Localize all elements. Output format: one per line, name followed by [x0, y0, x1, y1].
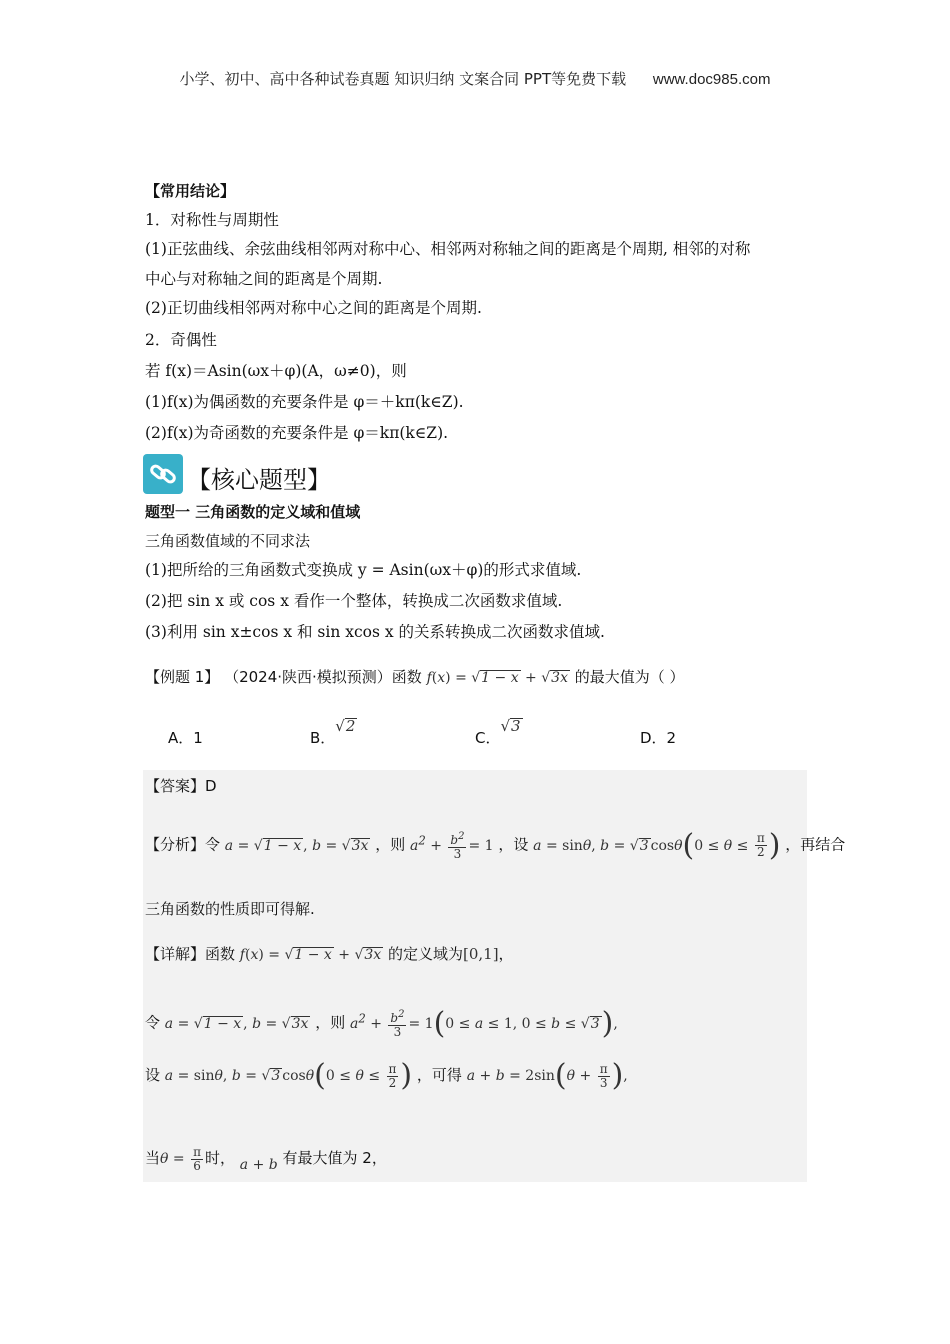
analysis-combine: ，再结合 — [785, 835, 846, 854]
let-line — [145, 1000, 618, 1042]
detail-comma: ， — [498, 945, 514, 963]
section1-title: 1．对称性与周期性 — [145, 211, 279, 229]
analysis-formula-theta: a = sinθ, b = √3 cosθ(0 ≤ θ ≤ $\frac{\pi}{2}$ ) — [533, 827, 781, 863]
analysis-set: ，设 — [498, 835, 529, 854]
example-tail: 的最大值为（ ） — [574, 668, 685, 686]
when-time: 时， — [204, 1149, 235, 1167]
option-a[interactable]: A．1 — [168, 729, 203, 747]
detail-line — [145, 943, 514, 966]
when-label: 当 — [145, 1149, 161, 1167]
function-formula: f(x) = √1 − x + √3x — [426, 670, 568, 686]
section2-title: 2．奇偶性 — [145, 331, 217, 349]
odd-condition: (2)f(x)为奇函数的充要条件是 φ＝kπ(k∈Z). — [145, 424, 449, 442]
method-2: (2)把 sin x 或 cos x 看作一个整体，转换成二次函数求值域. — [145, 592, 563, 610]
domain-interval: [0,1] — [462, 945, 499, 963]
link-icon — [143, 454, 183, 494]
page-header — [0, 68, 950, 89]
method-3: (3)利用 sin x±cos x 和 sin xcos x 的关系转换成二次函数求值域. — [145, 623, 605, 641]
sum-formula: a + b = 2sin(θ + $\frac{\pi}{3}$ ), — [466, 1058, 628, 1093]
set-get: ，可得 — [416, 1066, 462, 1084]
analysis-label: 【分析】令 — [145, 835, 221, 854]
set-line — [145, 1055, 628, 1096]
section1-para2: (2)正切曲线相邻两对称中心之间的距离是个周期. — [145, 299, 482, 317]
header-text: 小学、初中、高中各种试卷真题 知识归纳 文案合同 PPT等免费下载 — [179, 70, 627, 88]
section2-condition: 若 f(x)＝Asin(ωx＋φ)(A，ω≠0)，则 — [145, 362, 407, 380]
header-url[interactable]: www.doc985.com — [652, 71, 771, 88]
type1-title: 题型一 三角函数的定义域和值域 — [145, 503, 361, 521]
detail-label: 【详解】函数 — [145, 945, 236, 963]
set-label: 设 — [145, 1066, 161, 1084]
theta-value: θ = $\frac{\pi}{6}$ — [160, 1144, 201, 1173]
conclusions-heading: 【常用结论】 — [145, 182, 236, 200]
example-question — [145, 666, 685, 689]
analysis-end: 三角函数的性质即可得解. — [145, 900, 315, 918]
answer: 【答案】D — [145, 777, 217, 795]
section1-para1-line2: 中心与对称轴之间的距离是个周期. — [145, 270, 383, 288]
method-1: (1)把所给的三角函数式变换成 y = Asin(ωx＋φ)的形式求值域. — [145, 561, 582, 579]
core-title: 【核心题型】 — [187, 466, 331, 494]
a-plus-b: a + b — [239, 1157, 278, 1173]
detail-formula: f(x) = √1 − x + √3x — [239, 947, 382, 963]
option-b[interactable]: B．√2 — [310, 717, 356, 747]
example-label: 【例题 1】 — [145, 668, 220, 686]
let-label: 令 — [145, 1013, 161, 1032]
methods-title: 三角函数值域的不同求法 — [145, 532, 311, 550]
let-range-formula: $a^2$ + $\frac{b^2}{3}$ = 1(0 ≤ a ≤ 1, 0 ≤ b ≤ √3), — [349, 1005, 618, 1041]
let-formula: a = √1 − x , b = √3x — [164, 1015, 309, 1032]
analysis-formula-circle: $a^2$ + $\frac{b^2}{3}$ = 1 — [409, 831, 494, 862]
let-then: ，则 — [315, 1013, 346, 1032]
option-d[interactable]: D．2 — [640, 729, 677, 747]
analysis-line — [145, 820, 845, 866]
analysis-formula-ab: a = √1 − x , b = √3x — [224, 837, 369, 854]
section1-para1-line1: (1)正弦曲线、余弦曲线相邻两对称中心、相邻两对称轴之间的距离是个周期, 相邻的对称 — [145, 240, 751, 258]
when-line — [145, 1140, 387, 1177]
example-source: （2024·陕西·模拟预测）函数 — [224, 668, 422, 686]
detail-domain: 的定义域为 — [387, 945, 463, 963]
option-c[interactable]: C．√3 — [475, 717, 521, 747]
analysis-then: ，则 — [375, 835, 406, 854]
core-section-header — [143, 454, 331, 494]
set-formula: a = sinθ, b = √3 cosθ(0 ≤ θ ≤ $\frac{\pi}{2}$ ) — [164, 1058, 413, 1093]
max-value: 有最大值为 2， — [282, 1149, 387, 1167]
even-condition: (1)f(x)为偶函数的充要条件是 φ＝＋kπ(k∈Z). — [145, 393, 464, 411]
